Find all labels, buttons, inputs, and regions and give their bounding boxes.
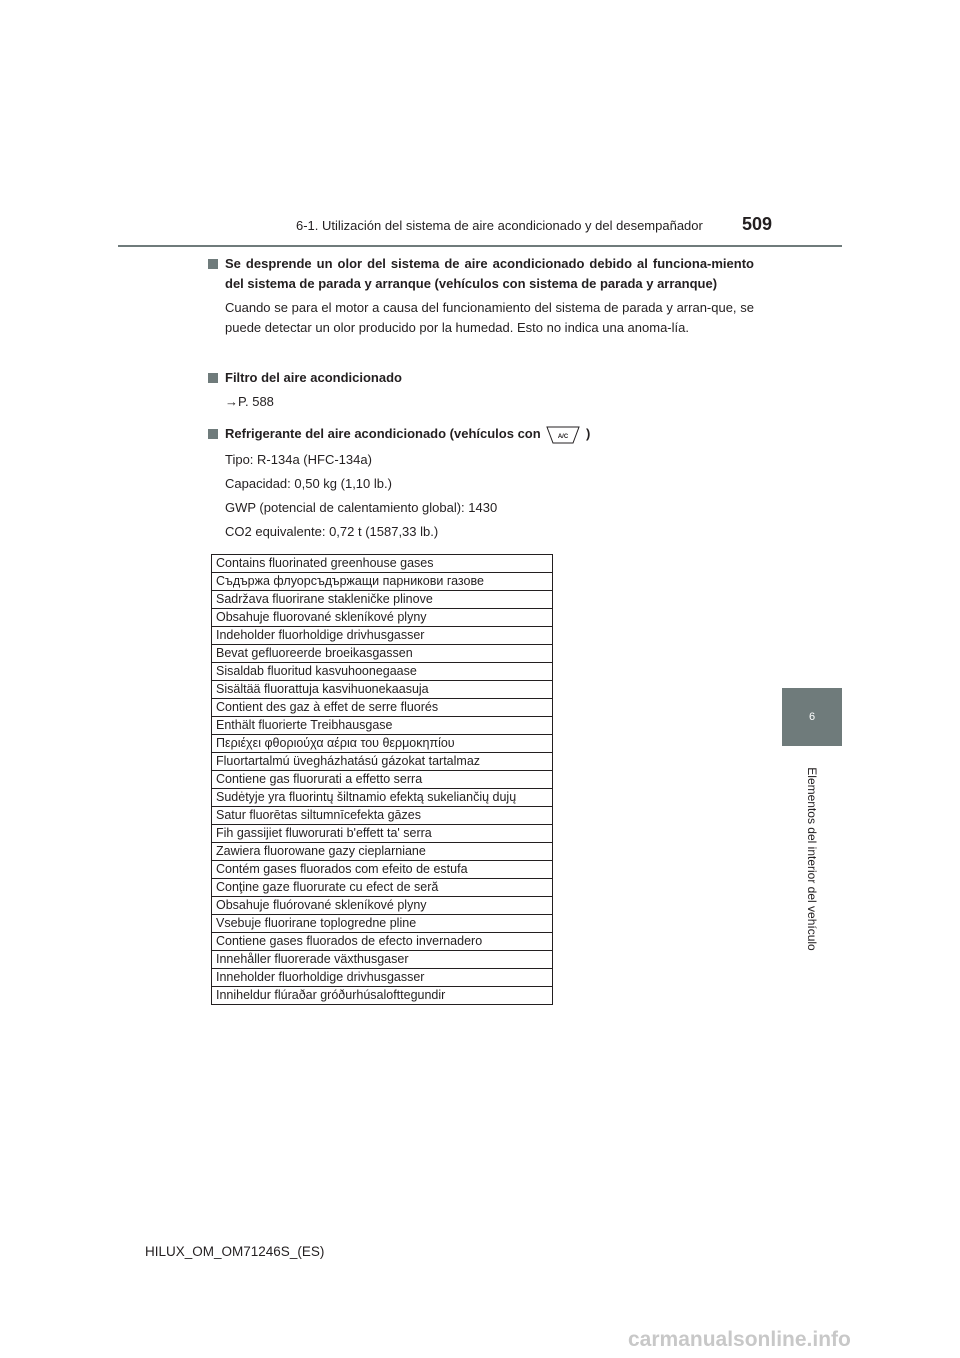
table-row xyxy=(212,951,553,969)
table-cell: Obsahuje fluórované skleníkové plyny xyxy=(212,897,553,915)
section-heading-text: Refrigerante del aire acondicionado (vehículos con xyxy=(225,426,541,441)
table-cell: Contiene gas fluorurati a effetto serra xyxy=(212,771,553,789)
section-heading xyxy=(208,368,754,388)
chapter-side-label xyxy=(801,760,823,958)
ac-icon-text: A/C xyxy=(558,433,569,440)
table-cell: Съдържа флуорсъдържащи парникови газове xyxy=(212,573,553,591)
section-filter xyxy=(208,368,754,412)
page-number: 509 xyxy=(742,214,773,234)
table-cell: Innehåller fluorerade växthusgaser xyxy=(212,951,553,969)
table-cell: Enthält fluorierte Treibhausgase xyxy=(212,717,553,735)
section-heading-close: ) xyxy=(585,426,591,441)
table-cell: Bevat gefluoreerde broeikasgassen xyxy=(212,645,553,663)
document-footer-code: HILUX_OM_OM71246S_(ES) xyxy=(145,1244,325,1259)
refrigerant-specs xyxy=(208,450,754,542)
section-heading-text: Se desprende un olor del sistema de aire acondicionado debido al funciona-miento del sistema de parada y arranque (vehículos con sistema de parada y arranque) xyxy=(225,256,754,291)
table-row xyxy=(212,717,553,735)
table-row xyxy=(212,663,553,681)
table-row xyxy=(212,789,553,807)
table-cell: Sisaldab fluoritud kasvuhoonegaase xyxy=(212,663,553,681)
chapter-number: 6 xyxy=(808,711,816,723)
table-row xyxy=(212,861,553,879)
table-cell: Satur fluorētas siltumnīcefekta gāzes xyxy=(212,807,553,825)
table-row xyxy=(212,555,553,573)
square-bullet-icon xyxy=(208,259,218,269)
table-row xyxy=(212,573,553,591)
page-reference: →P. 588 xyxy=(225,394,274,409)
watermark: carmanualsonline.info xyxy=(628,1328,851,1351)
table-row xyxy=(212,897,553,915)
section-heading xyxy=(208,424,754,444)
table-cell: Zawiera fluorowane gazy cieplarniane xyxy=(212,843,553,861)
table-row xyxy=(212,933,553,951)
table-cell: Contient des gaz à effet de serre fluorés xyxy=(212,699,553,717)
table-row xyxy=(212,807,553,825)
chapter-tab xyxy=(782,688,842,746)
table-row xyxy=(212,825,553,843)
table-row xyxy=(212,879,553,897)
table-cell: Conţine gaze fluorurate cu efect de seră xyxy=(212,879,553,897)
table-row xyxy=(212,627,553,645)
spec-co2: CO2 equivalente: 0,72 t (1587,33 lb.) xyxy=(225,524,439,539)
table-cell: Fih gassijiet fluworurati b'effett ta' serra xyxy=(212,825,553,843)
chapter-side-label-text: Elementos del interior del vehículo xyxy=(805,767,819,951)
table-cell: Sudėtyje yra fluorintų šiltnamio efektą sukeliančių dujų xyxy=(212,789,553,807)
table-cell: Contiene gases fluorados de efecto invernadero xyxy=(212,933,553,951)
page-header-title: 6-1. Utilización del sistema de aire acondicionado y del desempañador xyxy=(296,218,703,233)
table-row xyxy=(212,681,553,699)
section-heading-text: Filtro del aire acondicionado xyxy=(225,370,402,385)
header-divider xyxy=(118,245,842,247)
table-cell: Vsebuje fluorirane toplogredne pline xyxy=(212,915,553,933)
table-row xyxy=(212,699,553,717)
ac-button-icon xyxy=(546,426,580,444)
table-row xyxy=(212,645,553,663)
spec-capacity: Capacidad: 0,50 kg (1,10 lb.) xyxy=(225,476,392,491)
square-bullet-icon xyxy=(208,373,218,383)
table-cell: Indeholder fluorholdige drivhusgasser xyxy=(212,627,553,645)
fluorinated-gas-table xyxy=(211,554,553,1005)
table-cell: Fluortartalmú üvegházhatású gázokat tartalmaz xyxy=(212,753,553,771)
table-cell: Inneholder fluorholdige drivhusgasser xyxy=(212,969,553,987)
table-cell: Sadržava fluorirane stakleničke plinove xyxy=(212,591,553,609)
spec-type: Tipo: R-134a (HFC-134a) xyxy=(225,452,372,467)
table-row xyxy=(212,591,553,609)
spec-gwp: GWP (potencial de calentamiento global): 1430 xyxy=(225,500,498,515)
table-cell: Contains fluorinated greenhouse gases xyxy=(212,555,553,573)
table-cell: Obsahuje fluorované skleníkové plyny xyxy=(212,609,553,627)
square-bullet-icon xyxy=(208,429,218,439)
table-cell: Contém gases fluorados com efeito de estufa xyxy=(212,861,553,879)
section-body: Cuando se para el motor a causa del funcionamiento del sistema de parada y arran-que, se puede detectar un olor producido por la humedad. Esto no indica una anoma-lía. xyxy=(225,300,754,335)
table-row xyxy=(212,609,553,627)
table-row xyxy=(212,735,553,753)
table-row xyxy=(212,843,553,861)
table-cell: Inniheldur flúraðar gróðurhúsalofttegundir xyxy=(212,987,553,1005)
table-row xyxy=(212,771,553,789)
table-row xyxy=(212,753,553,771)
table-row xyxy=(212,969,553,987)
table-cell: Sisältää fluorattuja kasvihuonekaasuja xyxy=(212,681,553,699)
table-row xyxy=(212,915,553,933)
section-heading xyxy=(208,254,754,294)
section-odor xyxy=(208,254,754,338)
section-refrigerant xyxy=(208,424,754,546)
table-row xyxy=(212,987,553,1005)
table-cell: Περιέχει φθοριούχα αέρια του θερμοκηπίου xyxy=(212,735,553,753)
